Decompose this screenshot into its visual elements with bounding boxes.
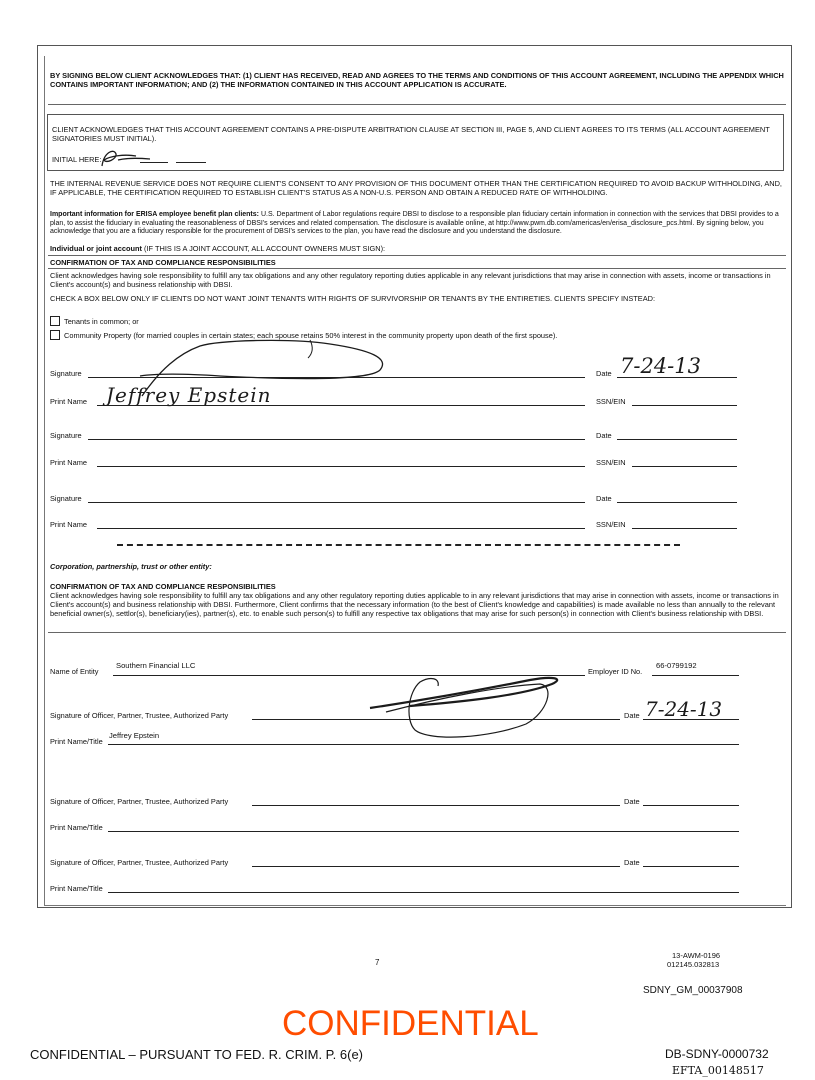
confidential-stamp: CONFIDENTIAL (282, 1004, 539, 1043)
bates-number-db-sdny: DB-SDNY-0000732 (665, 1047, 769, 1061)
individual-tax-text: Client acknowledges having sole responsibility to fulfill any tax obligations and any other regulatory reporting duties applicable in any relevant jurisdictions that may arise in connection with assets, income or transactions in Client's account(s) and business relationship with DBSI. (50, 271, 771, 289)
signature-label: Signature (50, 369, 82, 378)
employer-id-value: 66-0799192 (656, 661, 697, 670)
date-label: Date (596, 369, 612, 378)
entity-tax-text: Client acknowledges having sole responsibility to fulfill any tax obligations and any other regulatory reporting duties applicable to in any relevant jurisdictions that may arise in connection with assets, income or transactions in Client's account(s) and business relationship with DBSI. Furthermore, Client confirms that the necessary information (to the best of Client's knowledge and capabilities) is made available no less than annually to the relevant beneficial owner(s), settlor(s), beneficiary(ies), partner(s), etc. to enable such person(s) to fulfill any respective tax obligations that may arise for such person(s) in connection with Client's business relationship with DBSI. (50, 591, 779, 618)
entity-name-label: Name of Entity (50, 667, 99, 676)
print-name-label: Print Name (50, 520, 87, 529)
section-separator (117, 544, 680, 546)
erisa-lead: Important information for ERISA employee benefit plan clients: (50, 211, 259, 218)
signature-label: Signature (50, 431, 82, 440)
employer-id-line[interactable] (652, 675, 739, 676)
signer-1-date: 7-24-13 (620, 354, 701, 378)
officer-signature-line-2[interactable] (252, 805, 620, 806)
form-code: 13-AWM-0196 (672, 951, 721, 960)
signature-line-3[interactable] (88, 502, 585, 503)
individual-heading-note: (IF THIS IS A JOINT ACCOUNT, ALL ACCOUNT OWNERS MUST SIGN): (144, 244, 386, 253)
ssn-label: SSN/EIN (596, 458, 626, 467)
bates-number-sdny-gm: SDNY_GM_00037908 (643, 985, 743, 996)
officer-signature-label: Signature of Officer, Partner, Trustee, Authorized Party (50, 858, 229, 867)
date-label: Date (596, 431, 612, 440)
bates-number-efta: EFTA_00148517 (672, 1064, 764, 1077)
divider (48, 632, 786, 633)
officer-date-line-2[interactable] (643, 805, 739, 806)
officer-print-label: Print Name/Title (50, 737, 103, 746)
individual-tax-heading: CONFIRMATION OF TAX AND COMPLIANCE RESPONSIBILITIES (50, 258, 276, 267)
date-line-3[interactable] (617, 502, 737, 503)
acknowledgement-text: BY SIGNING BELOW CLIENT ACKNOWLEDGES THAT: (1) CLIENT HAS RECEIVED, READ AND AGREES TO THE TERMS AND CONDITIONS OF THIS ACCOUNT AGREEMENT, INCLUDING THE APPENDIX WHICH CONTAINS IMPORTANT INFORMATION; AND (2) THE INFORMATION CONTAINED IN THIS ACCOUNT APPLICATION IS ACCURATE. (50, 71, 784, 89)
officer-date-value: 7-24-13 (645, 697, 723, 721)
check-box-instruction: CHECK A BOX BELOW ONLY IF CLIENTS DO NOT WANT JOINT TENANTS WITH RIGHTS OF SURVIVORSHIP OR TENANTS BY THE ENTIRETIES. CLIENTS SPECIFY INSTEAD: (50, 294, 656, 303)
form-version: 012145.032813 (667, 960, 720, 969)
erisa-body: U.S. Department of Labor regulations require DBSI to disclose to a responsible plan fiduciary certain information in connection with the services that DBSI provides to a plan, to assist the fiduciary in evaluating the reasonableness of DBSI's services and related compensation. The disclosure is available online, at http://www.pwm.db.com/americas/en/erisa_disclosure_pcs.html. By signing below, you acknowledge that you are a fiduciary responsible for the procurement of DBSI's services to the plan, you have read the disclosure and you understand the disclosure. (50, 211, 779, 236)
officer-print-line-2[interactable] (108, 831, 739, 832)
officer-print-value: Jeffrey Epstein (109, 731, 160, 740)
initial-here-label: INITIAL HERE: (52, 155, 102, 164)
ssn-line-2[interactable] (632, 466, 737, 467)
officer-signature-label: Signature of Officer, Partner, Trustee, Authorized Party (50, 711, 229, 720)
officer-print-label: Print Name/Title (50, 823, 103, 832)
print-name-label: Print Name (50, 458, 87, 467)
signature-label: Signature (50, 494, 82, 503)
ssn-label: SSN/EIN (596, 520, 626, 529)
individual-heading-title: Individual or joint account (50, 244, 142, 253)
initial-line-2[interactable] (176, 162, 206, 163)
individual-heading (50, 244, 785, 253)
date-line-2[interactable] (617, 439, 737, 440)
tenants-in-common-checkbox[interactable] (50, 316, 60, 326)
signer-1-signature (100, 340, 400, 400)
ssn-label: SSN/EIN (596, 397, 626, 406)
divider (48, 268, 786, 269)
officer-date-line-3[interactable] (643, 866, 739, 867)
officer-date-label: Date (624, 711, 640, 720)
initials-signature (92, 146, 152, 168)
erisa-paragraph (50, 211, 785, 237)
officer-signature-label: Signature of Officer, Partner, Trustee, Authorized Party (50, 797, 229, 806)
officer-date-label: Date (624, 858, 640, 867)
signer-1-print-name: Jeffrey Epstein (106, 383, 272, 407)
officer-print-label: Print Name/Title (50, 884, 103, 893)
ssn-line-1[interactable] (632, 405, 737, 406)
entity-tax-heading: CONFIRMATION OF TAX AND COMPLIANCE RESPONSIBILITIES (50, 582, 276, 591)
ssn-line-3[interactable] (632, 528, 737, 529)
community-property-label: Community Property (for married couples in certain states; each spouse retains 50% interest in the community property upon death of the first spouse). (64, 331, 558, 340)
divider (48, 104, 786, 105)
entity-name-value: Southern Financial LLC (116, 661, 196, 670)
officer-date-label: Date (624, 797, 640, 806)
date-label: Date (596, 494, 612, 503)
page-number: 7 (375, 958, 380, 967)
tenants-in-common-label: Tenants in common; or (64, 317, 139, 326)
signature-line-2[interactable] (88, 439, 585, 440)
officer-signature-line-3[interactable] (252, 866, 620, 867)
arbitration-text: CLIENT ACKNOWLEDGES THAT THIS ACCOUNT AGREEMENT CONTAINS A PRE-DISPUTE ARBITRATION CLAUSE AT SECTION III, PAGE 5, AND CLIENT AGREES TO ITS TERMS (ALL ACCOUNT AGREEMENT SIGNATORIES MUST INITIAL). (52, 125, 770, 143)
print-name-line-3[interactable] (97, 528, 585, 529)
irs-notice: THE INTERNAL REVENUE SERVICE DOES NOT REQUIRE CLIENT'S CONSENT TO ANY PROVISION OF THIS DOCUMENT OTHER THAN THE CERTIFICATION REQUIRED TO AVOID BACKUP WITHHOLDING, AND, IF APPLICABLE, THE CERTIFICATION REQUIRED TO ESTABLISH CLIENT'S STATUS AS A NON-U.S. PERSON AND OBTAIN A REDUCED RATE OF WITHHOLDING. (50, 179, 782, 197)
divider (48, 255, 786, 256)
community-property-checkbox[interactable] (50, 330, 60, 340)
entity-heading: Corporation, partnership, trust or other entity: (50, 562, 212, 571)
print-name-line-2[interactable] (97, 466, 585, 467)
grand-jury-legend: CONFIDENTIAL – PURSUANT TO FED. R. CRIM. P. 6(e) (30, 1047, 364, 1062)
employer-id-label: Employer ID No. (588, 667, 643, 676)
print-name-label: Print Name (50, 397, 87, 406)
officer-signature (290, 672, 570, 747)
officer-print-line-3[interactable] (108, 892, 739, 893)
